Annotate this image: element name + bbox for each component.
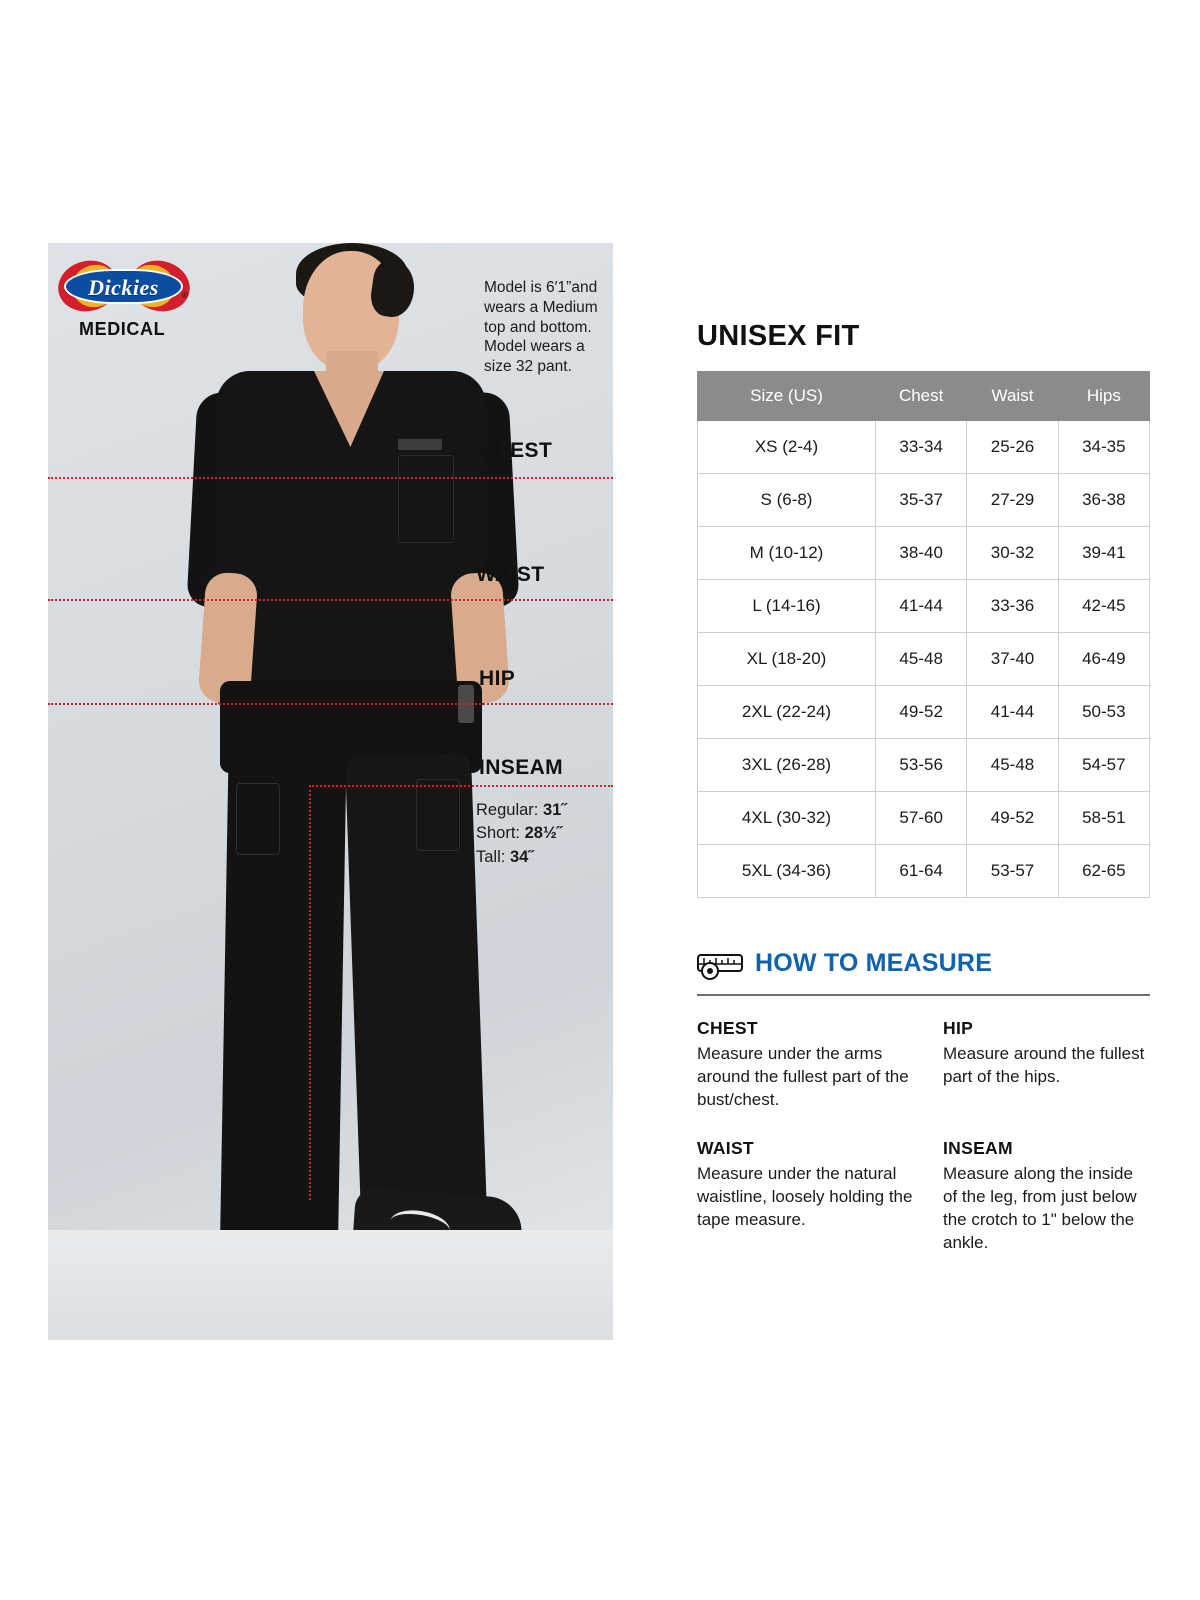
model-photo-panel xyxy=(48,243,613,1340)
inseam-vertical-line xyxy=(309,785,311,1200)
measure-body-waist: Measure under the natural waistline, loosely holding the tape measure. xyxy=(697,1163,913,1229)
table-header-row xyxy=(698,372,1150,421)
waist-guide-line xyxy=(48,599,613,601)
cell-waist: 53-57 xyxy=(967,845,1058,898)
cell-hips: 42-45 xyxy=(1058,580,1149,633)
cell-waist: 37-40 xyxy=(967,633,1058,686)
page-title: UNISEX FIT xyxy=(697,320,860,352)
inseam-tall-value: 34˝ xyxy=(509,847,534,866)
table-row xyxy=(698,845,1150,898)
label-hip: HIP xyxy=(479,667,516,690)
cell-hips: 34-35 xyxy=(1058,421,1149,474)
table-row xyxy=(698,792,1150,845)
cell-size: L (14-16) xyxy=(698,580,876,633)
hip-guide-line xyxy=(48,703,613,705)
inseam-values xyxy=(476,799,567,869)
cell-hips: 54-57 xyxy=(1058,739,1149,792)
cell-size: XS (2-4) xyxy=(698,421,876,474)
column-header-waist: Waist xyxy=(967,372,1058,421)
cell-waist: 33-36 xyxy=(967,580,1058,633)
inseam-short xyxy=(476,822,567,845)
measure-heading-chest: CHEST xyxy=(697,1018,758,1038)
table-row xyxy=(698,633,1150,686)
cell-chest: 41-44 xyxy=(876,580,967,633)
scrub-pant-pocket-right xyxy=(416,779,460,851)
model-hair-side xyxy=(368,258,417,319)
inseam-regular xyxy=(476,799,567,822)
cell-chest: 49-52 xyxy=(876,686,967,739)
how-to-measure-title: HOW TO MEASURE xyxy=(755,948,993,977)
cell-hips: 39-41 xyxy=(1058,527,1149,580)
cell-hips: 50-53 xyxy=(1058,686,1149,739)
inseam-short-label: Short: xyxy=(476,824,521,843)
how-to-measure-header xyxy=(697,946,1152,980)
table-row xyxy=(698,739,1150,792)
cell-waist: 30-32 xyxy=(967,527,1058,580)
cell-chest: 53-56 xyxy=(876,739,967,792)
cell-waist: 45-48 xyxy=(967,739,1058,792)
column-header-chest: Chest xyxy=(876,372,967,421)
label-waist: WAIST xyxy=(476,563,545,586)
measure-heading-inseam: INSEAM xyxy=(943,1137,1013,1158)
measure-block-inseam xyxy=(943,1138,1150,1255)
measure-block-chest xyxy=(697,1018,943,1112)
table-row xyxy=(698,474,1150,527)
cell-chest: 38-40 xyxy=(876,527,967,580)
logo-registered-mark: ® xyxy=(182,291,188,300)
cell-size: 5XL (34-36) xyxy=(698,845,876,898)
table-row xyxy=(698,527,1150,580)
scrub-top-chest-pocket xyxy=(398,455,454,543)
size-chart-section xyxy=(697,320,1152,1255)
cell-chest: 33-34 xyxy=(876,421,967,474)
measure-heading-waist: WAIST xyxy=(697,1137,754,1158)
model-illustration xyxy=(158,243,558,1340)
tape-measure-icon xyxy=(697,946,743,980)
floor xyxy=(48,1230,613,1340)
cell-chest: 45-48 xyxy=(876,633,967,686)
cell-waist: 49-52 xyxy=(967,792,1058,845)
label-chest: CHEST xyxy=(479,439,553,462)
table-row xyxy=(698,421,1150,474)
cell-chest: 57-60 xyxy=(876,792,967,845)
measure-block-waist xyxy=(697,1138,943,1255)
measure-body-chest: Measure under the arms around the fullest part of the bust/chest. xyxy=(697,1044,909,1109)
cell-size: 3XL (26-28) xyxy=(698,739,876,792)
cell-chest: 35-37 xyxy=(876,474,967,527)
inseam-regular-value: 31˝ xyxy=(542,801,567,819)
measure-body-hip: Measure around the fullest part of the hips. xyxy=(943,1044,1145,1086)
cell-size: 2XL (22-24) xyxy=(698,686,876,739)
inseam-regular-label: Regular: xyxy=(476,801,539,819)
label-inseam: INSEAM xyxy=(479,756,564,779)
inseam-tall xyxy=(476,846,567,869)
how-to-measure-grid xyxy=(697,1018,1152,1255)
measure-heading-hip: HIP xyxy=(943,1018,974,1038)
table-row xyxy=(698,686,1150,739)
measure-body-inseam: Measure along the inside of the leg, from just below the crotch to 1" below the ankle. xyxy=(943,1163,1137,1252)
cell-size: 4XL (30-32) xyxy=(698,792,876,845)
dickies-logo xyxy=(58,257,198,339)
scrub-top-brand-tag xyxy=(398,439,442,450)
scrub-pant-pocket-left xyxy=(236,783,280,855)
cell-size: XL (18-20) xyxy=(698,633,876,686)
cell-hips: 58-51 xyxy=(1058,792,1149,845)
cell-chest: 61-64 xyxy=(876,845,967,898)
cell-hips: 46-49 xyxy=(1058,633,1149,686)
chest-guide-line xyxy=(48,477,613,479)
cell-waist: 25-26 xyxy=(967,421,1058,474)
logo-wordmark: Dickies xyxy=(88,275,159,300)
inseam-tall-label: Tall: xyxy=(476,847,506,866)
table-row xyxy=(698,580,1150,633)
column-header-size: Size (US) xyxy=(698,372,876,421)
size-chart-table xyxy=(697,371,1150,898)
measure-block-hip xyxy=(943,1018,1150,1112)
cell-size: M (10-12) xyxy=(698,527,876,580)
cell-size: S (6-8) xyxy=(698,474,876,527)
divider xyxy=(697,994,1150,996)
cell-hips: 36-38 xyxy=(1058,474,1149,527)
logo-division-label: MEDICAL xyxy=(79,319,166,339)
cell-waist: 41-44 xyxy=(967,686,1058,739)
cell-waist: 27-29 xyxy=(967,474,1058,527)
cell-hips: 62-65 xyxy=(1058,845,1149,898)
inseam-short-value: 28½˝ xyxy=(524,824,563,843)
inseam-guide-line xyxy=(309,785,613,787)
model-note: Model is 6′1”and wears a Medium top and bottom. Model wears a size 32 pant. xyxy=(484,279,598,376)
column-header-hips: Hips xyxy=(1058,372,1149,421)
